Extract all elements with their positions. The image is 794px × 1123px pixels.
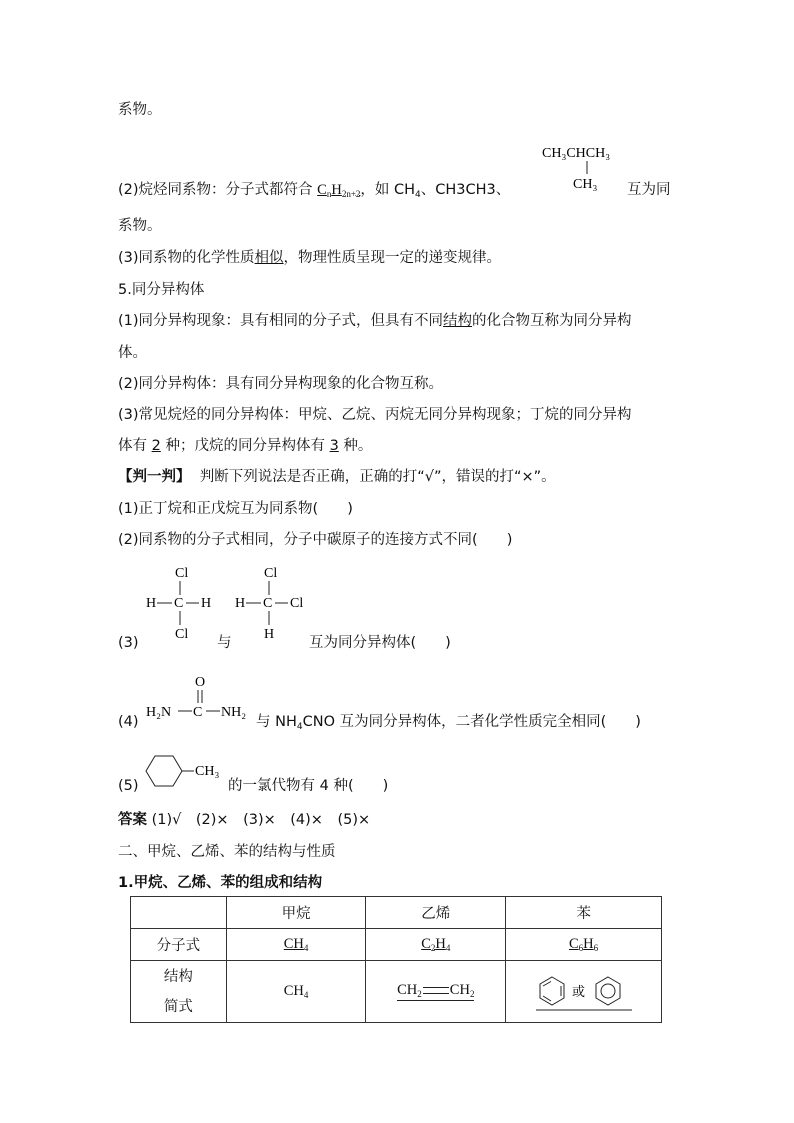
svg-text:C: C bbox=[193, 705, 203, 720]
text-line: (1)同分异构现象：具有相同的分子式，但具有不同结构的化合物互称为同分异构 bbox=[118, 313, 632, 329]
question-4: 与 $NH_4CNO$ 互为同分异构体，二者化学性质完全相同( ) bbox=[256, 714, 641, 732]
methane-formula: $CH_4$ bbox=[226, 929, 366, 961]
section-heading: 二、甲烷、乙烯、苯的结构与性质 bbox=[118, 844, 336, 860]
question-5-number: (5) bbox=[118, 778, 139, 794]
text-line: (2)同分异构体：具有同分异构现象的化合物互称。 bbox=[118, 376, 444, 392]
svg-text:H: H bbox=[201, 596, 212, 611]
text-line: 体。 bbox=[118, 345, 147, 361]
table-header-cell: 甲烷 bbox=[226, 897, 366, 929]
svg-text:CH₃: CH₃ bbox=[195, 764, 220, 779]
question-1: (1)正丁烷和正戊烷互为同系物( ) bbox=[118, 501, 353, 517]
double-bond bbox=[423, 987, 449, 994]
text-line: 互为同 bbox=[627, 182, 671, 198]
question-3-and: 与 bbox=[217, 635, 232, 651]
svg-text:或: 或 bbox=[571, 983, 585, 999]
subsection-heading: 1.甲烷、乙烯、苯的组成和结构 bbox=[118, 875, 323, 891]
svg-text:H₂N: H₂N bbox=[146, 705, 172, 720]
general-formula: $C_nH_{2n+2}$ bbox=[317, 182, 361, 199]
svg-text:Cl: Cl bbox=[290, 596, 304, 611]
judge-instruction: 【判一判】 判断下列说法是否正确，正确的打“√”，错误的打“×”。 bbox=[118, 469, 556, 485]
svg-text:H: H bbox=[235, 596, 246, 611]
svg-text:Cl: Cl bbox=[264, 566, 278, 581]
question-4-number: (4) bbox=[118, 714, 139, 730]
table-header-cell: 乙烯 bbox=[366, 897, 506, 929]
isobutane-top-text: CH₃CHCH₃ bbox=[542, 146, 611, 161]
section-heading: 5.同分异构体 bbox=[118, 282, 205, 298]
ethene-formula: $C_2H_4$ bbox=[366, 929, 506, 961]
benzene-formula: $C_6H_6$ bbox=[506, 929, 662, 961]
text-line: (2)烷烃同系物：分子式都符合 $C_nH_{2n+2}$，如 $CH_4$、CH3CH3、 bbox=[118, 182, 511, 200]
dichloromethane-structure-a bbox=[142, 562, 232, 642]
dichloromethane-structure-b bbox=[232, 562, 312, 642]
benzene-structure bbox=[506, 961, 662, 1023]
text-line: 系物。 bbox=[118, 218, 162, 234]
table-row bbox=[131, 929, 662, 961]
text-line: 体有 2 种；戊烷的同分异构体有 3 种。 bbox=[118, 438, 373, 454]
svg-text:H: H bbox=[146, 596, 157, 611]
urea-structure bbox=[144, 672, 256, 724]
svg-text:C: C bbox=[263, 596, 273, 611]
question-3: 互为同分异构体( ) bbox=[309, 635, 451, 651]
text-line: (3)常见烷烃的同分异构体：甲烷、乙烷、丙烷无同分异构现象；丁烷的同分异构 bbox=[118, 407, 632, 423]
methane-structure-formula: $CH_4$ bbox=[226, 961, 366, 1023]
svg-text:Cl: Cl bbox=[175, 627, 189, 642]
row-label: 分子式 bbox=[131, 929, 227, 961]
table-header-cell bbox=[131, 897, 227, 929]
question-5: 的一氯代物有 4 种( ) bbox=[228, 778, 389, 794]
svg-text:H: H bbox=[264, 627, 275, 642]
ethene-structure-formula: $CH_2$ $CH_2$ bbox=[366, 961, 506, 1023]
svg-text:O: O bbox=[195, 675, 206, 690]
answer-line bbox=[118, 810, 370, 830]
text-line: 系物。 bbox=[118, 102, 162, 118]
svg-text:C: C bbox=[174, 596, 184, 611]
comparison-table bbox=[130, 896, 662, 1023]
question-3-number: (3) bbox=[118, 635, 139, 651]
question-2: (2)同系物的分子式相同，分子中碳原子的连接方式不同( ) bbox=[118, 532, 513, 548]
isobutane-bottom-text: CH₃ bbox=[573, 177, 598, 192]
methylcyclohexane-structure bbox=[142, 752, 230, 790]
svg-text:Cl: Cl bbox=[175, 566, 189, 581]
text-line: (3)同系物的化学性质相似，物理性质呈现一定的递变规律。 bbox=[118, 250, 502, 266]
table-header-cell: 苯 bbox=[506, 897, 662, 929]
svg-text:NH₂: NH₂ bbox=[221, 705, 247, 720]
answer-label: 答案 bbox=[118, 812, 147, 828]
row-label: 结构 简式 bbox=[131, 961, 227, 1023]
table-row bbox=[131, 961, 662, 1023]
answer-text: (1)√ (2)× (3)× (4)× (5)× bbox=[151, 812, 371, 828]
table-header-row bbox=[131, 897, 662, 929]
